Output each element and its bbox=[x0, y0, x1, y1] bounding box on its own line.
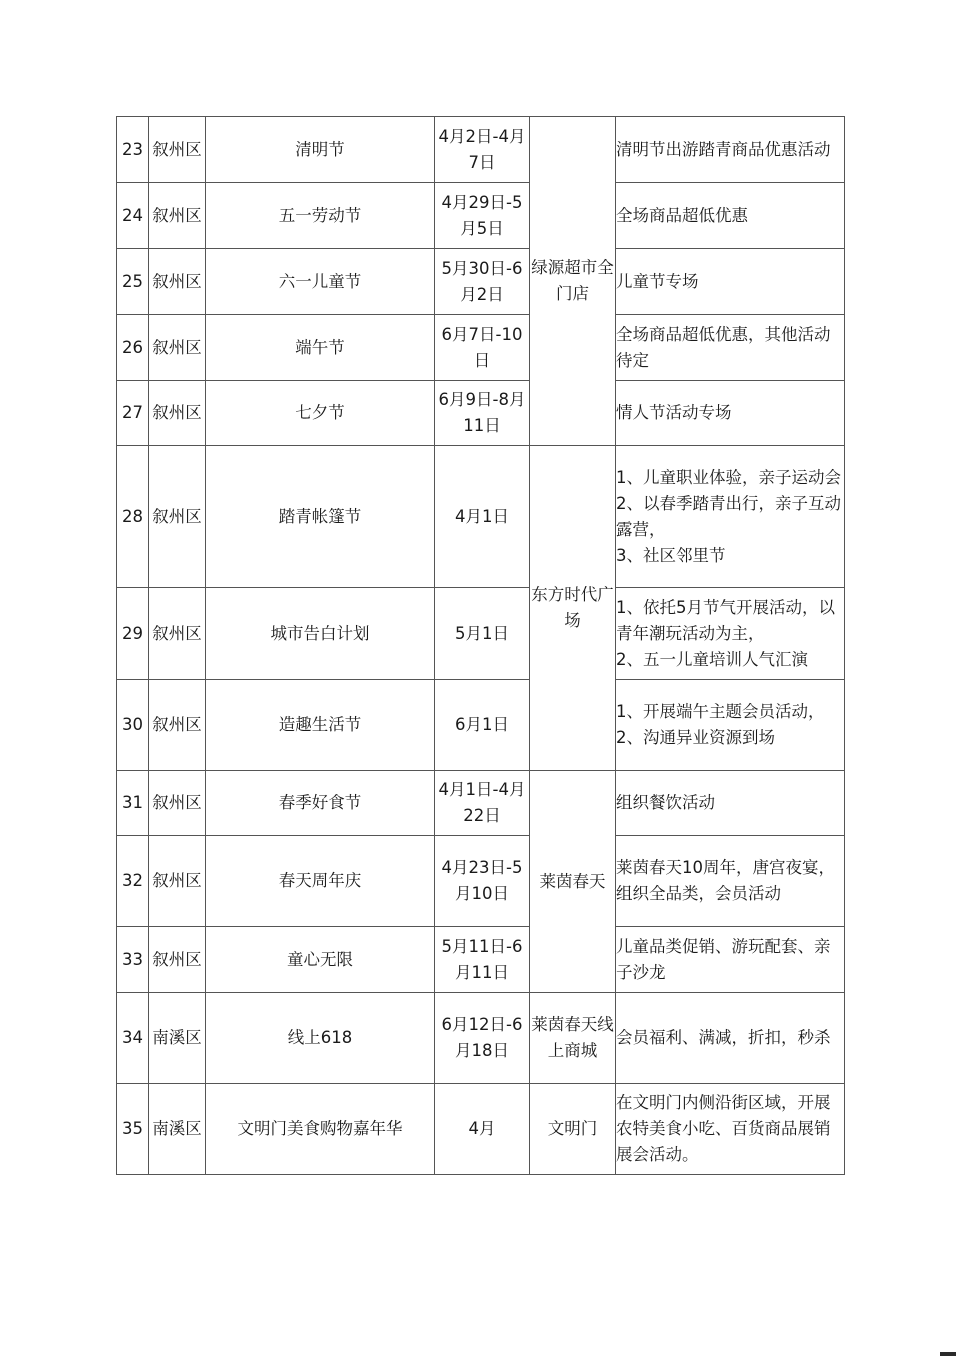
date-cell: 5月11日-6月11日 bbox=[435, 927, 530, 993]
row-number: 25 bbox=[117, 249, 149, 315]
district-cell: 叙州区 bbox=[149, 836, 206, 927]
content-line: 1、依托5月节气开展活动，以青年潮玩活动为主， bbox=[616, 597, 835, 643]
table-row bbox=[117, 993, 845, 1084]
date-cell: 4月1日 bbox=[435, 446, 530, 588]
date-cell: 4月29日-5月5日 bbox=[435, 183, 530, 249]
table-row bbox=[117, 183, 845, 249]
row-number: 28 bbox=[117, 446, 149, 588]
date-cell: 6月9日-8月11日 bbox=[435, 381, 530, 446]
date-cell: 6月7日-10日 bbox=[435, 315, 530, 381]
table-row bbox=[117, 1084, 845, 1175]
event-name-cell: 线上618 bbox=[206, 993, 435, 1084]
row-number: 32 bbox=[117, 836, 149, 927]
date-cell: 5月1日 bbox=[435, 588, 530, 680]
date-cell: 6月1日 bbox=[435, 680, 530, 771]
row-number: 31 bbox=[117, 771, 149, 836]
event-name-cell: 五一劳动节 bbox=[206, 183, 435, 249]
content-cell bbox=[616, 927, 845, 993]
table-row bbox=[117, 836, 845, 927]
table-row bbox=[117, 771, 845, 836]
content-cell bbox=[616, 771, 845, 836]
row-number: 34 bbox=[117, 993, 149, 1084]
district-cell: 叙州区 bbox=[149, 249, 206, 315]
content-line: 1、儿童职业体验，亲子运动会 bbox=[616, 467, 841, 487]
content-line: 会员福利、满减，折扣，秒杀 bbox=[616, 1028, 831, 1047]
date-cell: 4月2日-4月7日 bbox=[435, 117, 530, 183]
table-row bbox=[117, 117, 845, 183]
district-cell: 叙州区 bbox=[149, 927, 206, 993]
table-row bbox=[117, 927, 845, 993]
content-line: 莱茵春天10周年，唐宫夜宴，组织全品类，会员活动 bbox=[616, 858, 835, 903]
date-cell: 5月30日-6月2日 bbox=[435, 249, 530, 315]
row-number: 26 bbox=[117, 315, 149, 381]
event-name-cell: 童心无限 bbox=[206, 927, 435, 993]
date-cell: 4月 bbox=[435, 1084, 530, 1175]
content-cell bbox=[616, 836, 845, 927]
event-name-cell: 七夕节 bbox=[206, 381, 435, 446]
event-name-cell: 城市告白计划 bbox=[206, 588, 435, 680]
event-name-cell: 六一儿童节 bbox=[206, 249, 435, 315]
content-line: 2、五一儿童培训人气汇演 bbox=[616, 649, 808, 669]
event-name-cell: 文明门美食购物嘉年华 bbox=[206, 1084, 435, 1175]
district-cell: 叙州区 bbox=[149, 315, 206, 381]
event-name-cell: 造趣生活节 bbox=[206, 680, 435, 771]
venue-cell: 莱茵春天 bbox=[530, 771, 616, 993]
table-row bbox=[117, 588, 845, 680]
content-cell bbox=[616, 446, 845, 588]
content-line: 儿童品类促销、游玩配套、亲子沙龙 bbox=[616, 936, 831, 982]
district-cell: 叙州区 bbox=[149, 771, 206, 836]
district-cell: 叙州区 bbox=[149, 381, 206, 446]
row-number: 35 bbox=[117, 1084, 149, 1175]
content-cell bbox=[616, 993, 845, 1084]
table-body bbox=[117, 117, 845, 1175]
row-number: 23 bbox=[117, 117, 149, 183]
district-cell: 叙州区 bbox=[149, 588, 206, 680]
venue-cell: 莱茵春天线上商城 bbox=[530, 993, 616, 1084]
page-corner-mark bbox=[940, 1352, 956, 1356]
event-name-cell: 端午节 bbox=[206, 315, 435, 381]
content-line: 全场商品超低优惠 bbox=[616, 205, 748, 225]
content-line: 2、以春季踏青出行，亲子互动露营， bbox=[616, 493, 841, 539]
table-row bbox=[117, 381, 845, 446]
venue-cell: 文明门 bbox=[530, 1084, 616, 1175]
content-line: 儿童节专场 bbox=[616, 271, 699, 291]
table-row bbox=[117, 249, 845, 315]
event-name-cell: 春季好食节 bbox=[206, 771, 435, 836]
row-number: 33 bbox=[117, 927, 149, 993]
row-number: 27 bbox=[117, 381, 149, 446]
venue-cell: 东方时代广场 bbox=[530, 446, 616, 771]
content-cell bbox=[616, 381, 845, 446]
event-name-cell: 清明节 bbox=[206, 117, 435, 183]
venue-cell: 绿源超市全门店 bbox=[530, 117, 616, 446]
content-cell bbox=[616, 1084, 845, 1175]
date-cell: 6月12日-6月18日 bbox=[435, 993, 530, 1084]
district-cell: 南溪区 bbox=[149, 993, 206, 1084]
content-cell bbox=[616, 680, 845, 771]
event-name-cell: 踏青帐篷节 bbox=[206, 446, 435, 588]
content-line: 在文明门内侧沿街区域，开展农特美食小吃、百货商品展销展会活动。 bbox=[616, 1093, 831, 1164]
date-cell: 4月23日-5月10日 bbox=[435, 836, 530, 927]
content-line: 3、社区邻里节 bbox=[616, 545, 726, 565]
district-cell: 叙州区 bbox=[149, 117, 206, 183]
row-number: 24 bbox=[117, 183, 149, 249]
table-row bbox=[117, 680, 845, 771]
content-cell bbox=[616, 588, 845, 680]
table-row bbox=[117, 446, 845, 588]
content-line: 情人节活动专场 bbox=[616, 403, 732, 422]
content-cell bbox=[616, 183, 845, 249]
event-name-cell: 春天周年庆 bbox=[206, 836, 435, 927]
district-cell: 叙州区 bbox=[149, 680, 206, 771]
row-number: 29 bbox=[117, 588, 149, 680]
content-line: 1、开展端午主题会员活动， bbox=[616, 702, 825, 721]
events-table bbox=[116, 116, 845, 1175]
table-row bbox=[117, 315, 845, 381]
content-cell bbox=[616, 249, 845, 315]
content-line: 2、沟通异业资源到场 bbox=[616, 728, 775, 747]
district-cell: 叙州区 bbox=[149, 183, 206, 249]
content-line: 清明节出游踏青商品优惠活动 bbox=[616, 139, 831, 159]
district-cell: 南溪区 bbox=[149, 1084, 206, 1175]
district-cell: 叙州区 bbox=[149, 446, 206, 588]
date-cell: 4月1日-4月22日 bbox=[435, 771, 530, 836]
content-line: 全场商品超低优惠，其他活动待定 bbox=[616, 324, 831, 370]
content-line: 组织餐饮活动 bbox=[616, 793, 715, 812]
content-cell bbox=[616, 117, 845, 183]
content-cell bbox=[616, 315, 845, 381]
row-number: 30 bbox=[117, 680, 149, 771]
